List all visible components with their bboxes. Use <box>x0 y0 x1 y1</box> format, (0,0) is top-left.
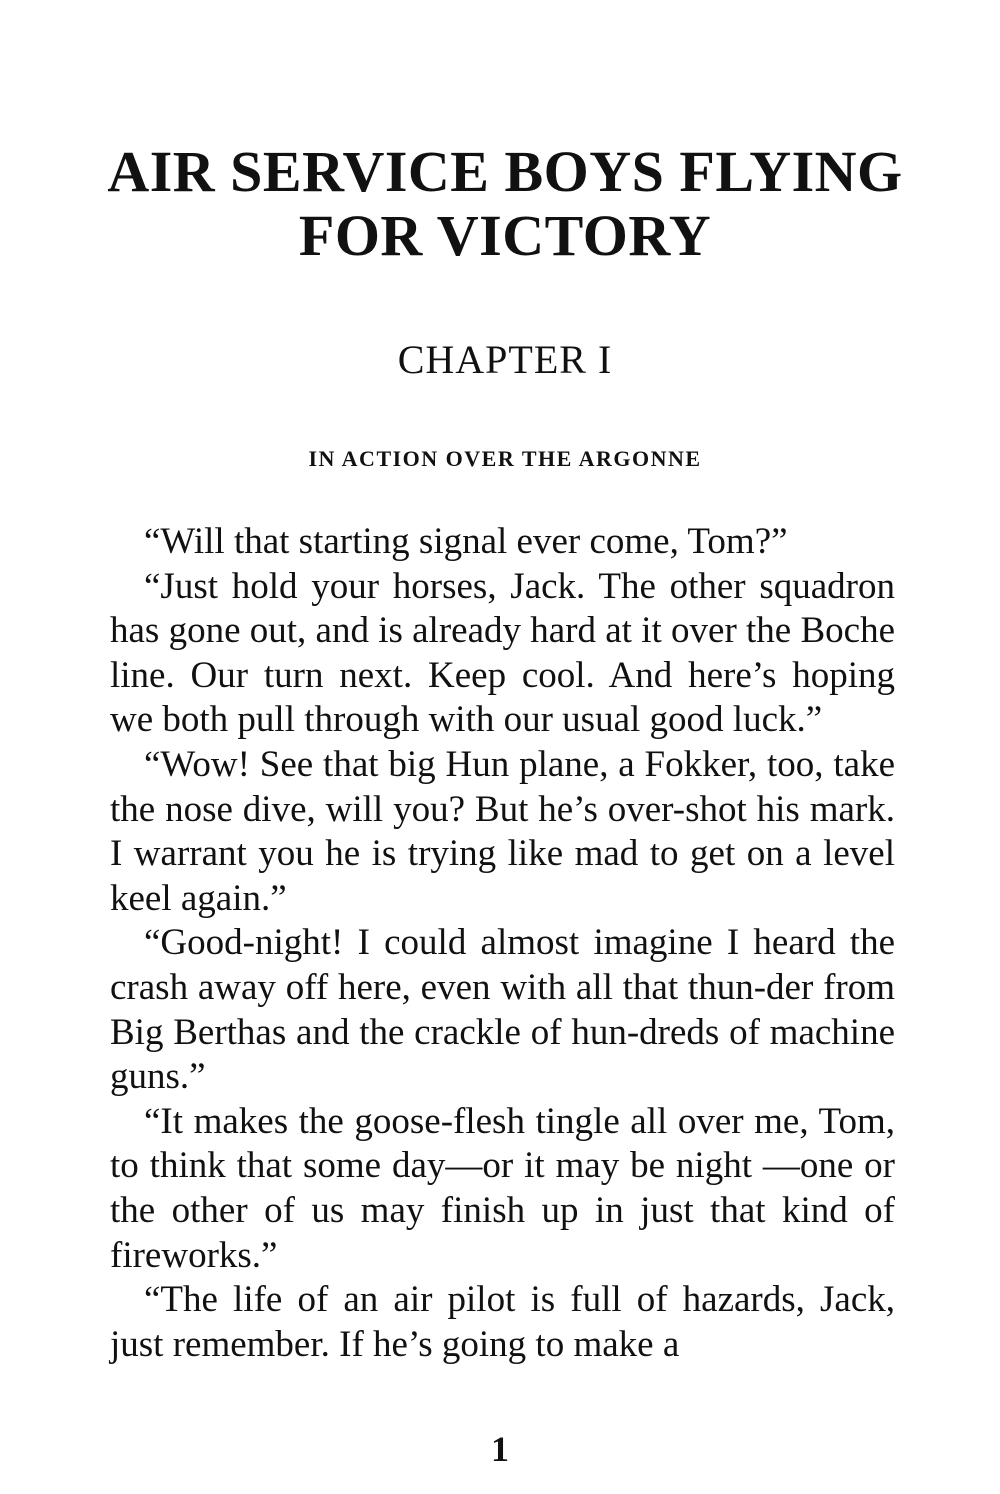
paragraph: “Just hold your horses, Jack. The other squadron has gone out, and is already hard at it over the Boche line. Our turn next. Keep cool. And here’s hoping we both pull through with our usual good luck.” <box>110 565 895 741</box>
paragraph: “The life of an air pilot is full of hazards, Jack, just remember. If he’s going to make a <box>110 1279 895 1365</box>
chapter-heading: CHAPTER I <box>397 337 613 382</box>
book-title <box>100 140 910 268</box>
paragraph: “Will that starting signal ever come, Tom?” <box>144 521 788 562</box>
page-number: 1 <box>491 1429 509 1469</box>
book-title-line-2: FOR VICTORY <box>298 203 712 268</box>
book-title-line-1: AIR SERVICE BOYS FLYING <box>107 139 903 204</box>
chapter-body <box>110 520 895 1367</box>
paragraph: “Wow! See that big Hun plane, a Fokker, too, take the nose dive, will you? But he’s over-shot his mark. I warrant you he is trying like mad to get on a level keel again.” <box>110 743 895 919</box>
paragraph: “Good-night! I could almost imagine I heard the crash away off here, even with all that thun-der from Big Berthas and the crackle of hun-dreds of machine guns.” <box>110 922 895 1098</box>
chapter-subtitle: IN ACTION OVER THE ARGONNE <box>308 446 702 471</box>
paragraph: “It makes the goose-flesh tingle all over me, Tom, to think that some day—or it may be night —one or the other of us may finish up in just that kind of fireworks.” <box>110 1100 895 1276</box>
